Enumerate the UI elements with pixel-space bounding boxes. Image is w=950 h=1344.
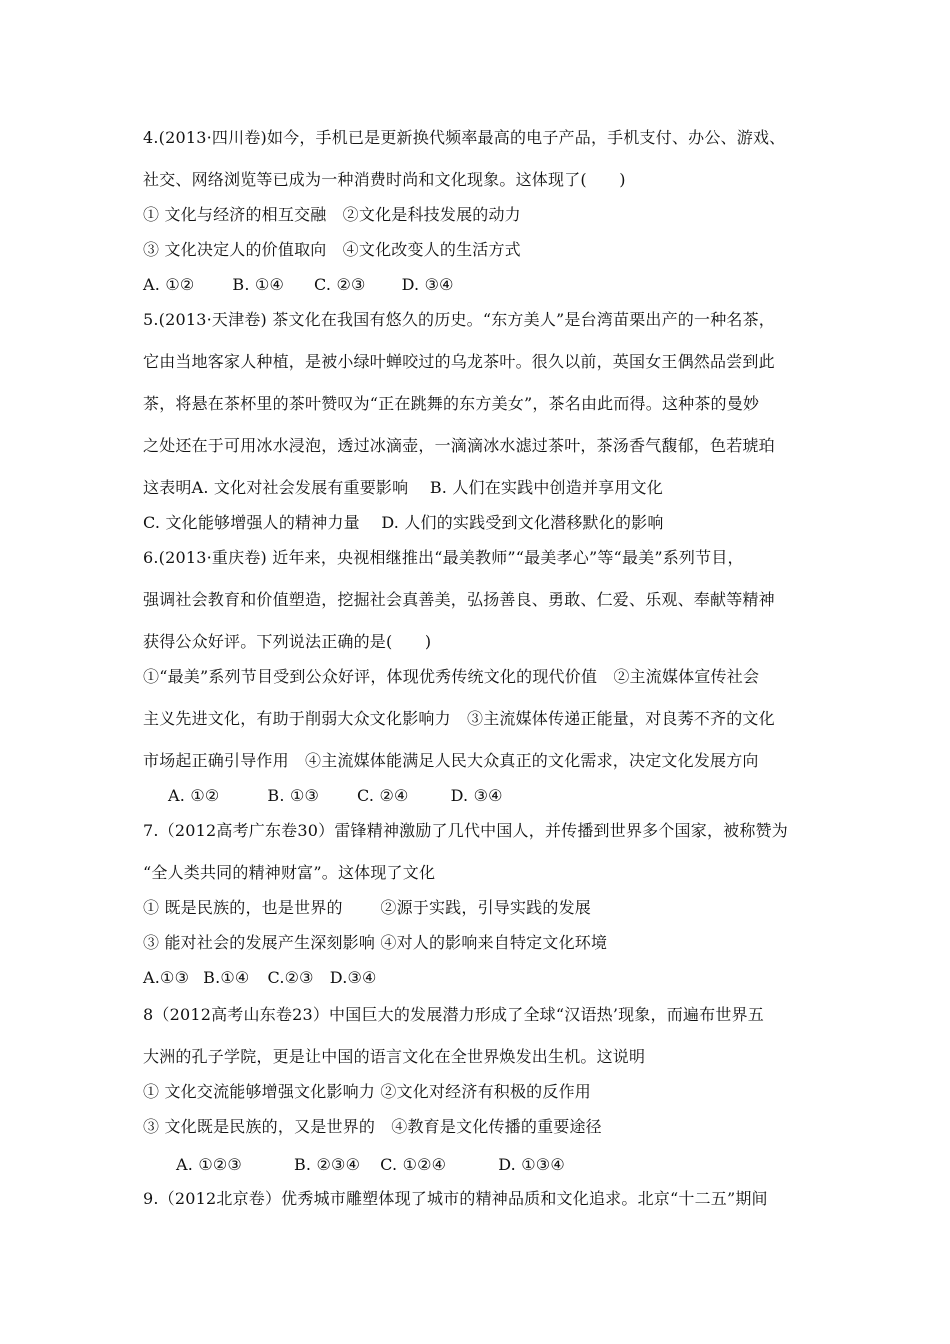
q6-option-c: C. ②④ <box>357 786 409 805</box>
q8-option-c: C. ①②④ <box>380 1155 447 1174</box>
q5-line-5: 这表明A. 文化对社会发展有重要影响 B. 人们在实践中创造并享用文化 <box>143 478 663 497</box>
q6-line-2: 强调社会教育和价值塑造，挖掘社会真善美，弘扬善良、勇敢、仁爱、乐观、奉献等精神 <box>143 590 775 609</box>
q8-option-b: B. ②③④ <box>293 1155 361 1174</box>
q8-options <box>176 1154 565 1176</box>
q4-option-d: D. ③④ <box>401 275 454 294</box>
q8-option-d: D. ①③④ <box>498 1155 565 1174</box>
q6-option-a: A. ①② <box>168 786 220 805</box>
q7-option-d: D.③④ <box>329 968 377 987</box>
q7-line-2: “全人类共同的精神财富”。这体现了文化 <box>143 863 436 882</box>
q5-line-3: 茶，将悬在茶杯里的茶叶赞叹为“正在跳舞的东方美女”，茶名由此而得。这种茶的曼妙 <box>143 394 760 413</box>
q8-statement-3-4: ③ 文化既是民族的，又是世界的 ④教育是文化传播的重要途径 <box>143 1117 602 1136</box>
q5-line-4: 之处还在于可用冰水浸泡，透过冰滴壶，一滴滴冰水滤过茶叶，茶汤香气馥郁，色若琥珀 <box>143 436 775 455</box>
q7-option-c: C.②③ <box>267 968 314 987</box>
q7-options <box>143 967 377 989</box>
q6-line-3: 获得公众好评。下列说法正确的是( ) <box>143 632 432 651</box>
q6-line-4: ①“最美”系列节目受到公众好评，体现优秀传统文化的现代价值 ②主流媒体宣传社会 <box>143 667 760 686</box>
q8-line-2: 大洲的孔子学院，更是让中国的语言文化在全世界焕发出生机。这说明 <box>143 1047 646 1066</box>
q4-option-b: B. ①④ <box>232 275 285 294</box>
q6-line-6: 市场起正确引导作用 ④主流媒体能满足人民大众真正的文化需求，决定文化发展方向 <box>143 751 759 770</box>
q4-line-1: 4.(2013·四川卷)如今，手机已是更新换代频率最高的电子产品，手机支付、办公、游戏、 <box>143 128 786 147</box>
q7-option-a: A.①③ <box>143 968 190 987</box>
q6-line-5: 主义先进文化，有助于削弱大众文化影响力 ③主流媒体传递正能量，对良莠不齐的文化 <box>143 709 775 728</box>
q4-statement-3-4: ③ 文化决定人的价值取向 ④文化改变人的生活方式 <box>143 240 521 259</box>
q6-options <box>168 785 503 807</box>
q7-option-b: B.①④ <box>203 968 250 987</box>
q7-statement-3-4: ③ 能对社会的发展产生深刻影响 ④对人的影响来自特定文化环境 <box>143 933 608 952</box>
q4-options <box>143 274 454 296</box>
q6-option-b: B. ①③ <box>267 786 320 805</box>
q5-line-1: 5.(2013·天津卷) 茶文化在我国有悠久的历史。“东方美人”是台湾苗栗出产的一种名茶， <box>143 310 776 329</box>
q8-option-a: A. ①②③ <box>176 1155 242 1174</box>
q6-line-1: 6.(2013·重庆卷) 近年来，央视相继推出“最美教师”“最美孝心”等“最美”系列节目， <box>143 548 744 567</box>
q7-statement-1-2: ① 既是民族的，也是世界的 ②源于实践，引导实践的发展 <box>143 898 591 917</box>
q5-line-2: 它由当地客家人种植，是被小绿叶蝉咬过的乌龙茶叶。很久以前，英国女王偶然品尝到此 <box>143 352 775 371</box>
q7-line-1: 7.（2012高考广东卷30）雷锋精神激励了几代中国人，并传播到世界多个国家，被称赞为 <box>143 821 788 840</box>
q5-line-6: C. 文化能够增强人的精神力量 D. 人们的实践受到文化潜移默化的影响 <box>143 513 664 532</box>
q4-option-c: C. ②③ <box>314 275 366 294</box>
q4-option-a: A. ①② <box>143 275 195 294</box>
q6-option-d: D. ③④ <box>450 786 503 805</box>
q8-statement-1-2: ① 文化交流能够增强文化影响力 ②文化对经济有积极的反作用 <box>143 1082 591 1101</box>
q9-line-1: 9.（2012北京卷）优秀城市雕塑体现了城市的精神品质和文化追求。北京“十二五”期间 <box>143 1189 768 1208</box>
q4-line-2: 社交、网络浏览等已成为一种消费时尚和文化现象。这体现了( ) <box>143 170 626 189</box>
q8-line-1: 8（2012高考山东卷23）中国巨大的发展潜力形成了全球“汉语热’现象，而遍布世界五 <box>143 1005 764 1024</box>
q4-statement-1-2: ① 文化与经济的相互交融 ②文化是科技发展的动力 <box>143 205 521 224</box>
